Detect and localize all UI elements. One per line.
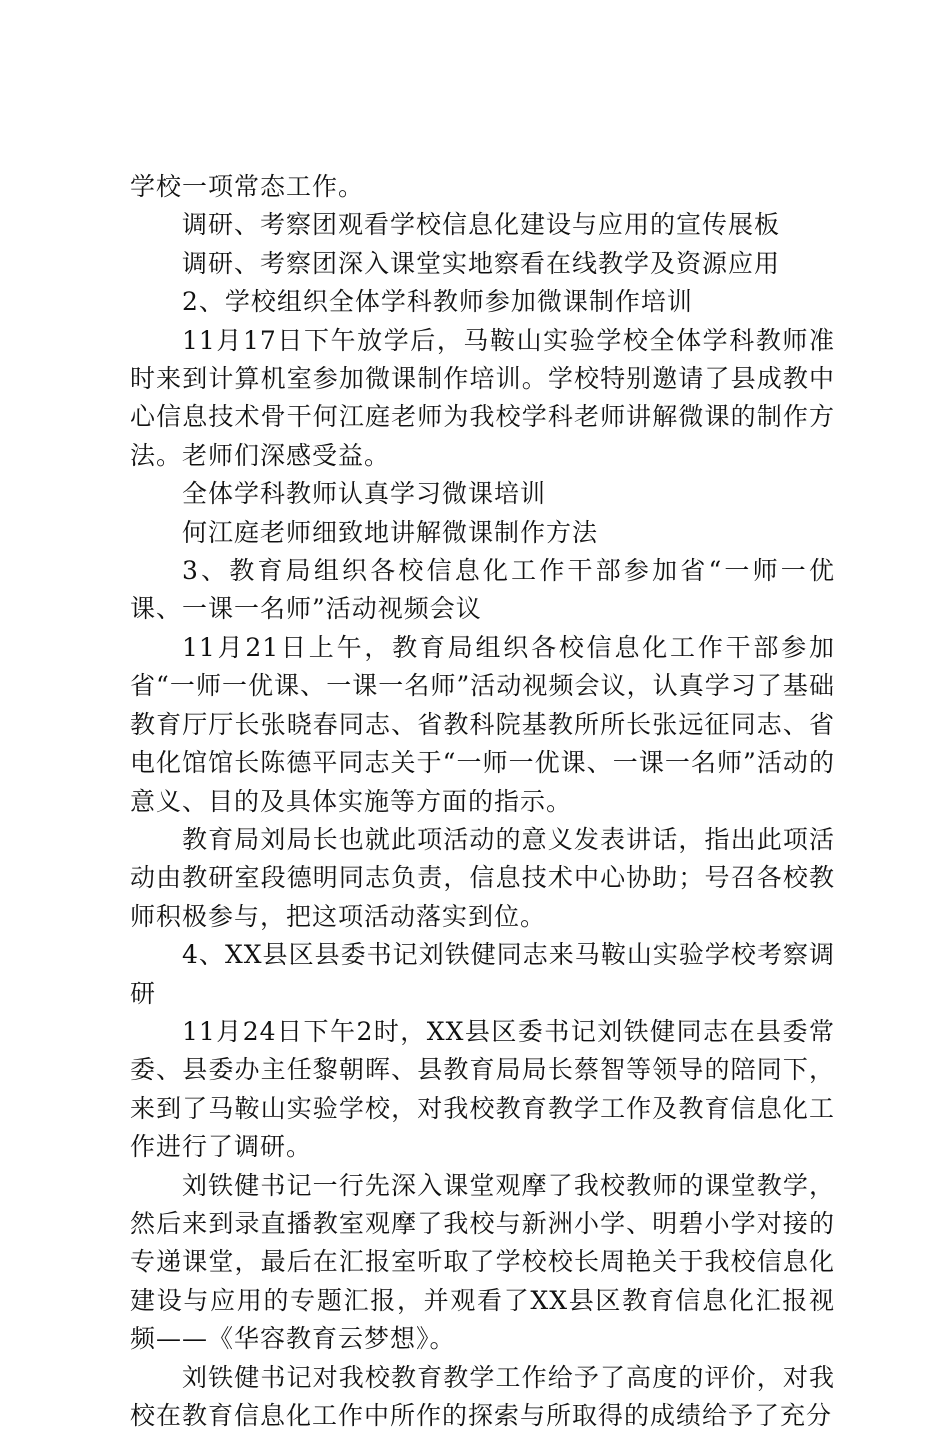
document-body [130,168,835,1435]
paragraph: 全体学科教师认真学习微课培训 [182,479,547,509]
paragraph: 11月17日下午放学后，马鞍山实验学校全体学科教师准时来到计算机室参加微课制作培训。学校特别邀请了县成教中心信息技术骨干何江庭老师为我校学科老师讲解微课的制作方法。老师们深感受益。 [130,325,835,470]
paragraph: 教育局刘局长也就此项活动的意义发表讲话，指出此项活动由教研室段德明同志负责，信息技术中心协助；号召各校教师积极参与，把这项活动落实到位。 [130,824,835,931]
paragraph: 何江庭老师细致地讲解微课制作方法 [182,517,599,547]
paragraph: 调研、考察团观看学校信息化建设与应用的宣传展板 [182,210,781,240]
paragraph: 学校一项常态工作。 [130,172,365,201]
paragraph: 调研、考察团深入课堂实地察看在线教学及资源应用 [182,248,781,278]
paragraph: 11月24日下午2时，XX县区委书记刘铁健同志在县委常委、县委办主任黎朝晖、县教育局局长蔡智等领导的陪同下，来到了马鞍山实验学校，对我校教育教学工作及教育信息化工作进行了调研。 [130,1016,835,1162]
paragraph: 刘铁健书记对我校教育教学工作给予了高度的评价，对我校在教育信息化工作中所作的探索与所取得的成绩给予了充分 [130,1362,835,1430]
section-heading: 4、XX县区县委书记刘铁健同志来马鞍山实验学校考察调研 [130,940,835,1008]
paragraph: 刘铁健书记一行先深入课堂观摩了我校教师的课堂教学，然后来到录直播教室观摩了我校与新洲小学、明碧小学对接的专递课堂，最后在汇报室听取了学校校长周艳关于我校信息化建设与应用的专题汇报，并观看了XX县区教育信息化汇报视频——《华容教育云梦想》。 [130,1170,835,1354]
section-heading: 2、学校组织全体学科教师参加微课制作培训 [182,287,693,317]
section-heading: 3、教育局组织各校信息化工作干部参加省“一师一优课、一课一名师”活动视频会议 [130,556,835,624]
paragraph: 11月21日上午，教育局组织各校信息化工作干部参加省“一师一优课、一课一名师”活动视频会议，认真学习了基础教育厅厅长张晓春同志、省教科院基教所所长张远征同志、省电化馆馆长陈德平同志关于“一师一优课、一课一名师”活动的意义、目的及具体实施等方面的指示。 [130,632,835,816]
